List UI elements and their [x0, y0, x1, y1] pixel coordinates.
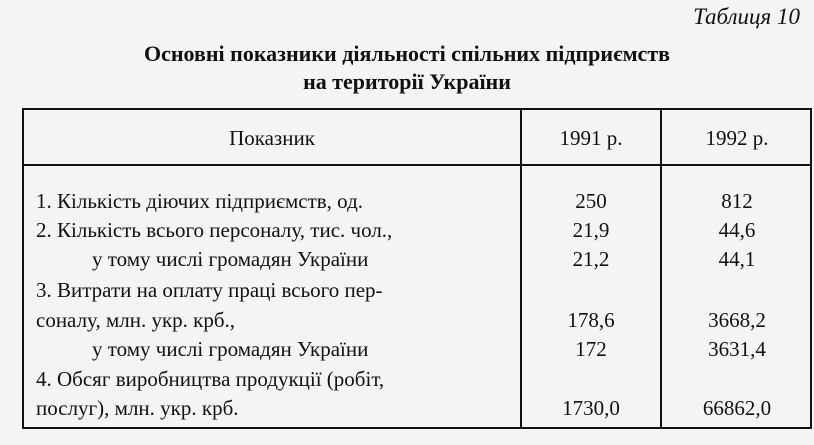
header-1991: 1991 р.: [559, 126, 623, 150]
row-value-1991: 250: [575, 189, 607, 213]
row-value-1991: 172: [575, 337, 607, 361]
row-label: 4. Обсяг виробництва продукції (робіт,: [36, 367, 385, 391]
row-label: 2. Кількість всього персоналу, тис. чол.,: [36, 218, 393, 242]
row-label: у тому числі громадян України: [92, 247, 369, 271]
row-label: 1. Кількість діючих підприємств, од.: [36, 189, 363, 213]
indicators-table: [22, 108, 812, 429]
row-value-1992: 812: [721, 189, 753, 213]
row-value-1991: 21,2: [572, 247, 610, 271]
table-title-line-2: на території України: [303, 69, 511, 94]
row-value-1992: 44,1: [718, 247, 756, 271]
table-number: Таблиця 10: [693, 4, 800, 29]
row-label: соналу, млн. укр. крб.,: [36, 308, 236, 332]
row-value-1992: 3631,4: [708, 337, 766, 361]
row-value-1992: 66862,0: [702, 396, 772, 420]
row-label: послуг), млн. укр. крб.: [36, 396, 239, 420]
header-indicator: Показник: [229, 126, 315, 150]
table-title-line-1: Основні показники діяльності спільних підприємств: [143, 41, 671, 66]
row-value-1992: 44,6: [718, 218, 756, 242]
row-value-1991: 21,9: [572, 218, 610, 242]
row-label: у тому числі громадян України: [92, 337, 369, 361]
header-1992: 1992 р.: [705, 126, 769, 150]
row-value-1991: 178,6: [567, 308, 615, 332]
row-value-1992: 3668,2: [708, 308, 766, 332]
row-label: 3. Витрати на оплату праці всього пер-: [36, 278, 383, 302]
row-value-1991: 1730,0: [562, 396, 620, 420]
